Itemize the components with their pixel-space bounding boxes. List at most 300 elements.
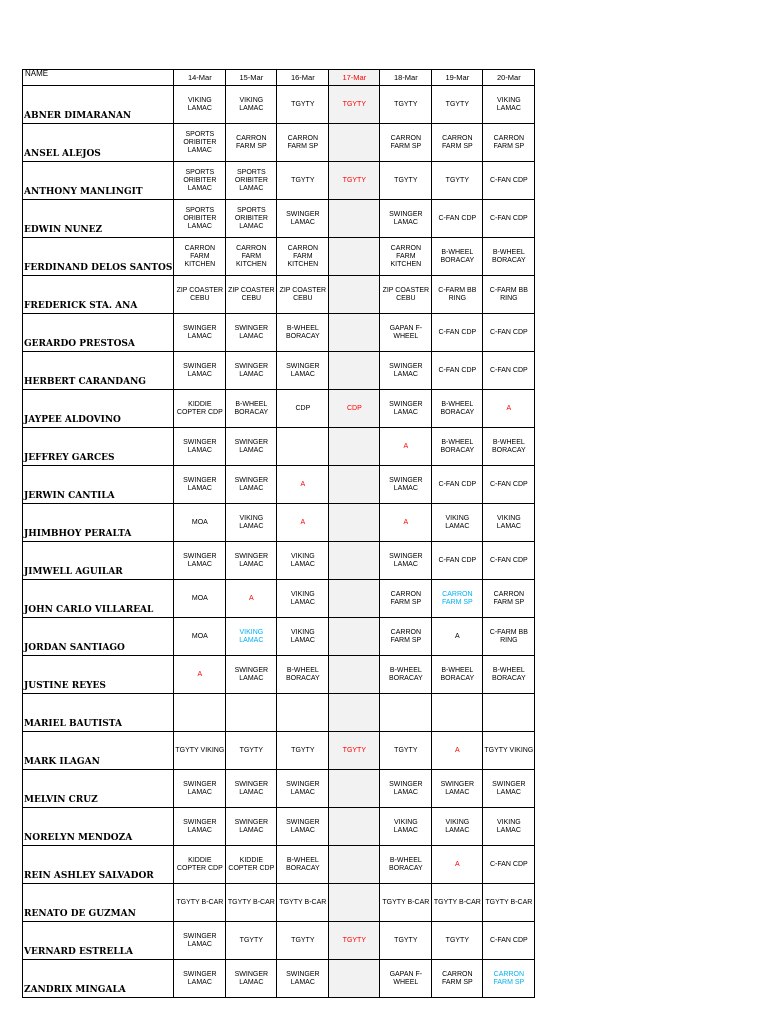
table-row bbox=[23, 390, 535, 428]
assignment-line: ZIP COASTER bbox=[382, 286, 430, 294]
assignment-line: LAMAC bbox=[290, 826, 315, 834]
assignment-line: LAMAC bbox=[187, 446, 212, 454]
assignment-line: TGYTY bbox=[291, 100, 315, 108]
assignment-cell bbox=[329, 846, 380, 884]
date-header: 18-Mar bbox=[380, 70, 432, 86]
assignment-cell bbox=[277, 694, 329, 732]
assignment-line: FARM SP bbox=[390, 636, 422, 644]
assignment-line: VIKING bbox=[239, 514, 264, 522]
assignment-line: VIKING bbox=[496, 96, 521, 104]
assignment-line: RING bbox=[500, 294, 518, 302]
assignment-line: VIKING bbox=[496, 514, 521, 522]
assignment-line: LAMAC bbox=[187, 560, 212, 568]
assignment-line: LAMAC bbox=[187, 146, 212, 154]
assignment-line: ORIBITER bbox=[234, 176, 268, 184]
employee-name: REIN ASHLEY SALVADOR bbox=[23, 846, 174, 884]
assignment-line: SWINGER bbox=[389, 552, 423, 560]
assignment-cell bbox=[483, 314, 535, 352]
assignment-line: LAMAC bbox=[393, 370, 418, 378]
assignment-line: SPORTS bbox=[185, 168, 215, 176]
assignment-cell bbox=[277, 466, 329, 504]
employee-name: JAYPEE ALDOVINO bbox=[23, 390, 174, 428]
assignment-line: FARM SP bbox=[235, 142, 267, 150]
assignment-cell bbox=[483, 162, 535, 200]
table-row bbox=[23, 124, 535, 162]
assignment-cell bbox=[277, 162, 329, 200]
assignment-line: FARM bbox=[241, 252, 262, 260]
assignment-cell bbox=[226, 238, 277, 276]
assignment-line: CARRON bbox=[442, 970, 473, 978]
assignment-line: VIKING bbox=[445, 514, 470, 522]
assignment-cell bbox=[432, 86, 483, 124]
assignment-cell bbox=[277, 86, 329, 124]
employee-name: ABNER DIMARANAN bbox=[23, 86, 174, 124]
assignment-cell bbox=[432, 846, 483, 884]
assignment-cell bbox=[380, 124, 432, 162]
assignment-line: CEBU bbox=[241, 294, 262, 302]
assignment-line: CEBU bbox=[293, 294, 313, 302]
assignment-line: A bbox=[300, 518, 306, 526]
assignment-line: SWINGER bbox=[234, 324, 269, 332]
assignment-line: TGYTY bbox=[239, 746, 264, 754]
assignment-line: CARRON bbox=[236, 244, 267, 252]
assignment-line: BORACAY bbox=[440, 256, 475, 264]
assignment-line: B-WHEEL bbox=[389, 666, 422, 674]
assignment-line: C-FAN CDP bbox=[489, 366, 528, 374]
assignment-line: CARRON bbox=[390, 628, 422, 636]
assignment-cell bbox=[174, 732, 226, 770]
assignment-line: GAPAN F- bbox=[389, 970, 423, 978]
assignment-line: BORACAY bbox=[440, 446, 475, 454]
assignment-line: TGYTY B-CAR bbox=[485, 898, 533, 906]
assignment-cell bbox=[329, 922, 380, 960]
assignment-cell bbox=[226, 656, 277, 694]
assignment-line: BORACAY bbox=[491, 674, 526, 682]
assignment-line: SWINGER bbox=[492, 780, 526, 788]
assignment-cell bbox=[380, 618, 432, 656]
assignment-cell bbox=[380, 846, 432, 884]
assignment-line: TGYTY bbox=[394, 100, 418, 108]
assignment-line: B-WHEEL bbox=[286, 666, 319, 674]
assignment-line: A bbox=[403, 518, 409, 526]
assignment-cell bbox=[329, 124, 380, 162]
assignment-line: TGYTY bbox=[342, 176, 367, 184]
assignment-cell bbox=[329, 390, 380, 428]
assignment-line: LAMAC bbox=[239, 560, 264, 568]
assignment-cell bbox=[277, 504, 329, 542]
assignment-line: LAMAC bbox=[239, 788, 264, 796]
assignment-line: TGYTY bbox=[342, 100, 367, 108]
assignment-line: CARRON bbox=[287, 244, 319, 252]
assignment-line: SWINGER bbox=[389, 210, 423, 218]
assignment-line: LAMAC bbox=[187, 222, 212, 230]
assignment-cell bbox=[174, 314, 226, 352]
assignment-line: BORACAY bbox=[491, 256, 526, 264]
assignment-line: COPTER CDP bbox=[176, 864, 223, 872]
table-row bbox=[23, 960, 535, 998]
assignment-cell bbox=[329, 732, 380, 770]
assignment-cell bbox=[432, 314, 483, 352]
assignment-cell bbox=[329, 694, 380, 732]
assignment-cell bbox=[277, 960, 329, 998]
assignment-cell bbox=[432, 390, 483, 428]
assignment-line: B-WHEEL bbox=[441, 400, 474, 408]
table-row bbox=[23, 200, 535, 238]
assignment-cell bbox=[174, 466, 226, 504]
assignment-line: LAMAC bbox=[445, 522, 470, 530]
assignment-line: LAMAC bbox=[445, 826, 470, 834]
assignment-cell bbox=[277, 200, 329, 238]
assignment-cell bbox=[277, 238, 329, 276]
table-row bbox=[23, 428, 535, 466]
assignment-line: LAMAC bbox=[239, 222, 264, 230]
assignment-line: B-WHEEL bbox=[235, 400, 268, 408]
assignment-line: CARRON bbox=[184, 244, 216, 252]
assignment-line: SWINGER bbox=[389, 476, 423, 484]
assignment-line: TGYTY bbox=[291, 176, 315, 184]
assignment-cell bbox=[329, 200, 380, 238]
assignment-line: FARM bbox=[396, 252, 416, 260]
employee-name: MELVIN CRUZ bbox=[23, 770, 174, 808]
assignment-cell bbox=[277, 124, 329, 162]
assignment-line: MOA bbox=[191, 594, 208, 602]
assignment-line: TGYTY VIKING bbox=[484, 746, 534, 754]
assignment-cell bbox=[277, 656, 329, 694]
assignment-line: TGYTY bbox=[342, 746, 367, 754]
employee-name: VERNARD ESTRELLA bbox=[23, 922, 174, 960]
assignment-cell bbox=[380, 694, 432, 732]
assignment-cell bbox=[432, 732, 483, 770]
assignment-cell bbox=[174, 276, 226, 314]
assignment-cell bbox=[432, 960, 483, 998]
table-row bbox=[23, 542, 535, 580]
assignment-cell bbox=[226, 390, 277, 428]
assignment-cell bbox=[483, 580, 535, 618]
assignment-cell bbox=[277, 884, 329, 922]
assignment-line: C-FAN CDP bbox=[489, 860, 528, 868]
assignment-line: C-FAN CDP bbox=[438, 480, 477, 488]
employee-name: HERBERT CARANDANG bbox=[23, 352, 174, 390]
assignment-cell bbox=[226, 732, 277, 770]
assignment-cell bbox=[483, 808, 535, 846]
assignment-cell bbox=[483, 618, 535, 656]
assignment-line: TGYTY B-CAR bbox=[227, 898, 275, 906]
assignment-line: FARM SP bbox=[493, 978, 525, 986]
assignment-line: FARM SP bbox=[441, 978, 473, 986]
assignment-cell bbox=[277, 922, 329, 960]
assignment-line: C-FARM BB bbox=[489, 628, 528, 636]
assignment-line: BORACAY bbox=[491, 446, 526, 454]
assignment-cell bbox=[432, 352, 483, 390]
assignment-line: B-WHEEL bbox=[441, 248, 474, 256]
assignment-line: B-WHEEL bbox=[441, 438, 474, 446]
assignment-line: CARRON bbox=[493, 590, 525, 598]
assignment-cell bbox=[380, 86, 432, 124]
employee-name: EDWIN NUNEZ bbox=[23, 200, 174, 238]
employee-name: JIMWELL AGUILAR bbox=[23, 542, 174, 580]
assignment-line: CEBU bbox=[190, 294, 210, 302]
employee-name: GERARDO PRESTOSA bbox=[23, 314, 174, 352]
assignment-line: FARM SP bbox=[493, 598, 525, 606]
assignment-line: FARM SP bbox=[390, 598, 422, 606]
assignment-line: CARRON bbox=[442, 590, 473, 598]
date-header: 15-Mar bbox=[226, 70, 277, 86]
assignment-line: BORACAY bbox=[388, 674, 423, 682]
assignment-line: LAMAC bbox=[239, 370, 264, 378]
assignment-cell bbox=[380, 200, 432, 238]
assignment-cell bbox=[174, 656, 226, 694]
assignment-cell bbox=[174, 770, 226, 808]
assignment-line: ORIBITER bbox=[234, 214, 268, 222]
assignment-cell bbox=[380, 884, 432, 922]
assignment-line: TGYTY bbox=[291, 746, 315, 754]
assignment-cell bbox=[432, 770, 483, 808]
assignment-cell bbox=[174, 238, 226, 276]
assignment-line: SWINGER bbox=[440, 780, 475, 788]
assignment-cell bbox=[174, 504, 226, 542]
assignment-cell bbox=[174, 846, 226, 884]
assignment-cell bbox=[329, 542, 380, 580]
assignment-cell bbox=[226, 352, 277, 390]
assignment-line: SWINGER bbox=[286, 780, 320, 788]
assignment-cell bbox=[329, 580, 380, 618]
assignment-line: CDP bbox=[295, 404, 311, 412]
assignment-line: LAMAC bbox=[393, 484, 418, 492]
table-row bbox=[23, 884, 535, 922]
table-row bbox=[23, 846, 535, 884]
assignment-line: LAMAC bbox=[496, 522, 521, 530]
assignment-line: TGYTY bbox=[394, 936, 418, 944]
assignment-line: C-FAN CDP bbox=[489, 214, 528, 222]
assignment-line: LAMAC bbox=[290, 788, 315, 796]
assignment-line: SPORTS bbox=[237, 168, 266, 176]
assignment-cell bbox=[226, 618, 277, 656]
assignment-cell bbox=[380, 960, 432, 998]
assignment-line: A bbox=[300, 480, 306, 488]
assignment-line: SWINGER bbox=[389, 362, 423, 370]
assignment-cell bbox=[380, 770, 432, 808]
assignment-cell bbox=[483, 922, 535, 960]
table-row bbox=[23, 504, 535, 542]
assignment-line: COPTER CDP bbox=[176, 408, 223, 416]
assignment-line: FARM bbox=[293, 252, 313, 260]
assignment-line: LAMAC bbox=[239, 522, 264, 530]
assignment-cell bbox=[483, 276, 535, 314]
assignment-line: C-FAN CDP bbox=[489, 556, 528, 564]
assignment-line: SWINGER bbox=[389, 400, 423, 408]
assignment-cell bbox=[174, 200, 226, 238]
assignment-cell bbox=[380, 162, 432, 200]
assignment-line: SWINGER bbox=[234, 362, 269, 370]
table-row bbox=[23, 808, 535, 846]
assignment-line: SWINGER bbox=[183, 476, 217, 484]
assignment-line: SWINGER bbox=[183, 324, 217, 332]
assignment-line: LAMAC bbox=[187, 826, 212, 834]
assignment-line: SWINGER bbox=[286, 818, 320, 826]
assignment-cell bbox=[277, 732, 329, 770]
assignment-cell bbox=[277, 580, 329, 618]
assignment-cell bbox=[174, 580, 226, 618]
table-row bbox=[23, 922, 535, 960]
assignment-cell bbox=[380, 466, 432, 504]
assignment-line: B-WHEEL bbox=[492, 248, 525, 256]
assignment-line: CARRON bbox=[390, 134, 422, 142]
assignment-line: B-WHEEL bbox=[286, 324, 319, 332]
assignment-line: BORACAY bbox=[440, 408, 475, 416]
assignment-line: SWINGER bbox=[183, 932, 217, 940]
assignment-cell bbox=[174, 960, 226, 998]
assignment-line: BORACAY bbox=[388, 864, 423, 872]
assignment-cell bbox=[380, 542, 432, 580]
assignment-line: BORACAY bbox=[234, 408, 269, 416]
assignment-line: MOA bbox=[191, 518, 208, 526]
assignment-cell bbox=[277, 276, 329, 314]
assignment-cell bbox=[277, 808, 329, 846]
assignment-cell bbox=[226, 960, 277, 998]
assignment-line: LAMAC bbox=[290, 370, 315, 378]
assignment-line: LAMAC bbox=[239, 484, 264, 492]
assignment-cell bbox=[174, 808, 226, 846]
assignment-cell bbox=[329, 428, 380, 466]
date-header: 16-Mar bbox=[277, 70, 329, 86]
assignment-line: LAMAC bbox=[496, 826, 521, 834]
assignment-line: LAMAC bbox=[445, 788, 470, 796]
assignment-cell bbox=[226, 846, 277, 884]
assignment-line: C-FAN CDP bbox=[438, 366, 477, 374]
assignment-cell bbox=[174, 618, 226, 656]
assignment-line: VIKING bbox=[239, 96, 264, 104]
assignment-cell bbox=[432, 428, 483, 466]
assignment-line: SWINGER bbox=[234, 552, 269, 560]
assignment-line: VIKING bbox=[290, 628, 315, 636]
assignment-cell bbox=[483, 466, 535, 504]
assignment-line: LAMAC bbox=[187, 370, 212, 378]
assignment-cell bbox=[432, 656, 483, 694]
assignment-cell bbox=[174, 390, 226, 428]
assignment-line: LAMAC bbox=[290, 978, 315, 986]
assignment-cell bbox=[483, 694, 535, 732]
employee-name: NORELYN MENDOZA bbox=[23, 808, 174, 846]
assignment-cell bbox=[483, 504, 535, 542]
assignment-cell bbox=[226, 200, 277, 238]
table-row bbox=[23, 770, 535, 808]
assignment-line: SWINGER bbox=[286, 970, 320, 978]
assignment-line: TGYTY B-CAR bbox=[382, 898, 430, 906]
assignment-cell bbox=[329, 276, 380, 314]
assignment-line: A bbox=[455, 860, 460, 868]
assignment-cell bbox=[277, 390, 329, 428]
assignment-line: TGYTY bbox=[394, 746, 418, 754]
assignment-line: C-FAN CDP bbox=[489, 936, 528, 944]
assignment-cell bbox=[380, 504, 432, 542]
assignment-cell bbox=[483, 352, 535, 390]
assignment-line: FARM SP bbox=[441, 142, 473, 150]
assignment-cell bbox=[329, 352, 380, 390]
assignment-line: LAMAC bbox=[393, 218, 418, 226]
assignment-line: BORACAY bbox=[440, 674, 475, 682]
assignment-cell bbox=[277, 352, 329, 390]
assignment-cell bbox=[174, 542, 226, 580]
assignment-cell bbox=[483, 846, 535, 884]
assignment-line: TGYTY bbox=[394, 176, 418, 184]
table-row bbox=[23, 656, 535, 694]
assignment-line: CARRON bbox=[390, 244, 422, 252]
table-row bbox=[23, 580, 535, 618]
assignment-cell bbox=[329, 504, 380, 542]
assignment-line: SWINGER bbox=[183, 780, 217, 788]
assignment-cell bbox=[226, 884, 277, 922]
table-row bbox=[23, 86, 535, 124]
assignment-cell bbox=[277, 846, 329, 884]
assignment-line: ZIP COASTER bbox=[176, 286, 224, 294]
assignment-line: SWINGER bbox=[183, 552, 217, 560]
assignment-line: TGYTY bbox=[445, 100, 470, 108]
assignment-cell bbox=[226, 504, 277, 542]
assignment-line: TGYTY bbox=[445, 176, 470, 184]
table-row bbox=[23, 466, 535, 504]
assignment-cell bbox=[226, 276, 277, 314]
assignment-line: LAMAC bbox=[290, 560, 315, 568]
assignment-cell bbox=[483, 542, 535, 580]
assignment-cell bbox=[380, 314, 432, 352]
assignment-line: LAMAC bbox=[239, 446, 264, 454]
assignment-line: C-FARM BB bbox=[438, 286, 477, 294]
table-row bbox=[23, 314, 535, 352]
assignment-line: SPORTS bbox=[237, 206, 266, 214]
assignment-cell bbox=[380, 428, 432, 466]
assignment-line: B-WHEEL bbox=[286, 856, 319, 864]
assignment-line: SWINGER bbox=[183, 362, 217, 370]
assignment-line: A bbox=[197, 670, 203, 678]
table-row bbox=[23, 618, 535, 656]
assignment-line: WHEEL bbox=[393, 332, 419, 340]
employee-name: MARIEL BAUTISTA bbox=[23, 694, 174, 732]
assignment-cell bbox=[329, 314, 380, 352]
assignment-cell bbox=[432, 162, 483, 200]
assignment-cell bbox=[380, 922, 432, 960]
schedule-body bbox=[23, 86, 535, 998]
assignment-line: A bbox=[249, 594, 254, 602]
assignment-line: LAMAC bbox=[187, 978, 212, 986]
assignment-line: KITCHEN bbox=[287, 260, 319, 268]
employee-name: MARK ILAGAN bbox=[23, 732, 174, 770]
assignment-cell bbox=[483, 238, 535, 276]
assignment-line: TGYTY B-CAR bbox=[279, 898, 327, 906]
assignment-line: C-FAN CDP bbox=[438, 556, 477, 564]
assignment-line: TGYTY B-CAR bbox=[176, 898, 224, 906]
assignment-line: SWINGER bbox=[234, 438, 269, 446]
assignment-line: TGYTY bbox=[239, 936, 264, 944]
assignment-line: KITCHEN bbox=[235, 260, 267, 268]
name-column-header: NAME bbox=[23, 70, 174, 86]
assignment-line: LAMAC bbox=[290, 598, 315, 606]
assignment-line: FARM SP bbox=[493, 142, 525, 150]
assignment-line: LAMAC bbox=[239, 184, 264, 192]
employee-name: FREDERICK STA. ANA bbox=[23, 276, 174, 314]
assignment-cell bbox=[380, 580, 432, 618]
table-row bbox=[23, 694, 535, 732]
assignment-cell bbox=[329, 960, 380, 998]
assignment-line: C-FAN CDP bbox=[489, 328, 528, 336]
assignment-cell bbox=[380, 276, 432, 314]
assignment-cell bbox=[329, 238, 380, 276]
assignment-cell bbox=[432, 884, 483, 922]
assignment-cell bbox=[483, 86, 535, 124]
assignment-line: SWINGER bbox=[286, 362, 320, 370]
assignment-line: VIKING bbox=[445, 818, 470, 826]
assignment-cell bbox=[174, 352, 226, 390]
assignment-cell bbox=[483, 884, 535, 922]
